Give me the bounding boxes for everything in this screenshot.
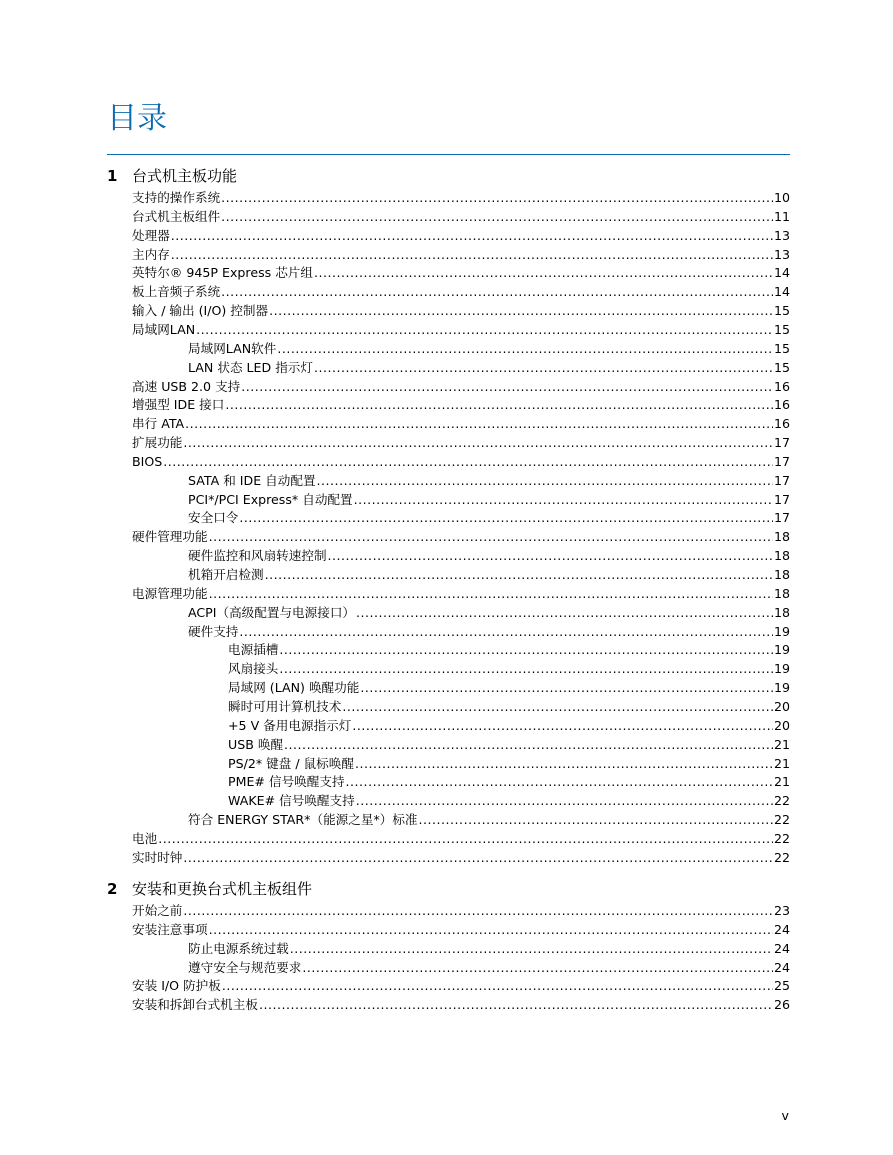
toc-entry-label: PS/2* 键盘 / 鼠标唤醒 <box>228 755 354 771</box>
toc-entry[interactable] <box>132 921 790 940</box>
dot-leader <box>209 921 773 940</box>
toc-entry[interactable] <box>188 959 790 978</box>
toc-entry-label: 处理器 <box>132 227 170 243</box>
toc-entry-page: 24 <box>773 921 790 937</box>
toc-entry-page: 20 <box>773 698 790 714</box>
dot-leader <box>196 321 773 340</box>
toc-entry-page: 18 <box>773 548 790 564</box>
toc-entry-label: 风扇接头 <box>228 661 279 677</box>
toc-entry[interactable] <box>132 415 790 434</box>
toc-entry-label: 电源管理功能 <box>132 585 208 601</box>
toc-entry-page: 13 <box>773 227 790 243</box>
toc-entry-page: 21 <box>773 755 790 771</box>
toc-entry[interactable] <box>228 755 790 774</box>
toc-entry[interactable] <box>228 792 790 811</box>
dot-leader <box>279 660 773 679</box>
toc-entry[interactable] <box>132 977 790 996</box>
toc-entry-page: 17 <box>773 472 790 488</box>
dot-leader <box>222 977 773 996</box>
toc-entry[interactable] <box>132 321 790 340</box>
dot-leader <box>419 811 773 830</box>
toc-entry-page: 15 <box>773 303 790 319</box>
toc-entry-label: 支持的操作系统 <box>132 190 221 205</box>
toc-entry-label: 局域网LAN <box>132 321 196 337</box>
toc-entry-label: 局域网 (LAN) 唤醒功能 <box>228 680 360 696</box>
dot-leader <box>171 227 773 246</box>
toc-entry[interactable] <box>132 528 790 547</box>
dot-leader <box>284 736 773 755</box>
toc-entry[interactable] <box>188 340 790 359</box>
toc-entry[interactable] <box>188 811 790 830</box>
toc-entry-page: 24 <box>773 959 790 975</box>
toc-entry-page: 14 <box>773 284 790 300</box>
toc-entry-label: 扩展功能 <box>132 435 183 451</box>
toc-entry-label: 电池 <box>132 830 158 846</box>
toc-entry[interactable] <box>132 830 790 849</box>
dot-leader <box>269 302 773 321</box>
toc-entry[interactable] <box>228 717 790 736</box>
dot-leader <box>290 940 773 959</box>
toc-entry-label: PCI*/PCI Express* 自动配置 <box>188 491 353 507</box>
toc-entry-label: SATA 和 IDE 自动配置 <box>188 472 316 488</box>
dot-leader <box>314 359 773 378</box>
dot-leader <box>346 773 773 792</box>
toc-entry-page: 10 <box>773 190 790 205</box>
toc-entry-label: 局域网LAN软件 <box>188 340 277 356</box>
dot-leader <box>317 472 773 491</box>
toc-entry[interactable] <box>188 359 790 378</box>
toc-entry[interactable] <box>188 472 790 491</box>
toc-entry-page: 15 <box>773 321 790 337</box>
toc-entry-label: PME# 信号唤醒支持 <box>228 774 345 790</box>
toc-entry-label: 防止电源系统过载 <box>188 940 289 956</box>
toc-entry-page: 24 <box>773 940 790 956</box>
chapter-heading[interactable] <box>107 165 790 187</box>
dot-leader <box>352 717 773 736</box>
dot-leader <box>209 528 773 547</box>
dot-leader <box>183 849 773 868</box>
toc-entry-label: ACPI（高级配置与电源接口） <box>188 604 356 620</box>
toc-entry-label: 开始之前 <box>132 903 183 918</box>
dot-leader <box>163 453 773 472</box>
toc-entry-page: 21 <box>773 774 790 790</box>
toc-entry-label: 实时时钟 <box>132 849 183 865</box>
dot-leader <box>302 959 773 978</box>
toc-entry[interactable] <box>188 491 790 510</box>
toc-entry[interactable] <box>228 736 790 755</box>
chapter-heading[interactable] <box>107 878 790 900</box>
toc-entry-page: 19 <box>773 661 790 677</box>
page-title: 目录 <box>107 101 167 136</box>
dot-leader <box>209 585 773 604</box>
dot-leader <box>241 378 773 397</box>
toc-entry-label: 硬件支持 <box>188 623 239 639</box>
toc-entry-label: 安全口令 <box>188 510 239 526</box>
toc-entry-label: 电源插槽 <box>228 642 279 658</box>
chapter-title: 安装和更换台式机主板组件 <box>132 880 313 898</box>
toc-entry-page: 20 <box>773 717 790 733</box>
toc-entry[interactable] <box>132 585 790 604</box>
toc-entry-label: 安装和拆卸台式机主板 <box>132 997 258 1013</box>
dot-leader <box>221 189 773 208</box>
toc-entry-label: 硬件管理功能 <box>132 529 208 545</box>
toc-entry-page: 22 <box>773 830 790 846</box>
toc-entry[interactable] <box>188 604 790 623</box>
toc-entry-page: 16 <box>773 397 790 413</box>
toc-entry-label: 输入 / 输出 (I/O) 控制器 <box>132 303 269 319</box>
toc-entry-page: 17 <box>773 491 790 507</box>
toc-entry-label: 台式机主板组件 <box>132 208 221 224</box>
dot-leader <box>355 755 773 774</box>
toc-entry-page: 19 <box>773 623 790 639</box>
dot-leader <box>221 283 773 302</box>
toc-entry-label: 硬件监控和风扇转速控制 <box>188 548 327 564</box>
toc-entry-page: 11 <box>773 208 790 224</box>
dot-leader <box>314 264 773 283</box>
toc-entry[interactable] <box>132 434 790 453</box>
toc-entry-page: 19 <box>773 642 790 658</box>
dot-leader <box>225 396 773 415</box>
toc-entry[interactable] <box>228 641 790 660</box>
toc-entry-page: 17 <box>773 510 790 526</box>
toc-entry[interactable] <box>132 227 790 246</box>
dot-leader <box>356 792 773 811</box>
dot-leader <box>239 509 773 528</box>
toc-entry-page: 26 <box>773 997 790 1013</box>
dot-leader <box>342 698 773 717</box>
dot-leader <box>158 830 773 849</box>
toc-entry-page: 15 <box>773 359 790 375</box>
toc-entry-label: 遵守安全与规范要求 <box>188 959 302 975</box>
toc-entry[interactable] <box>132 283 790 302</box>
toc-entry-page: 17 <box>773 453 790 469</box>
dot-leader <box>356 604 773 623</box>
dot-leader <box>185 415 773 434</box>
toc-entry-page: 18 <box>773 604 790 620</box>
dot-leader <box>239 623 773 642</box>
toc-entry-label: BIOS <box>132 453 163 469</box>
toc-entry[interactable] <box>132 378 790 397</box>
toc-entry[interactable] <box>228 660 790 679</box>
toc-entry-page: 25 <box>773 978 790 994</box>
toc-entry[interactable] <box>132 302 790 321</box>
toc-entry-label: +5 V 备用电源指示灯 <box>228 717 352 733</box>
toc-entry-label: 机箱开启检测 <box>188 567 264 582</box>
toc-entry-label: 板上音频子系统 <box>132 284 221 300</box>
toc-entry-label: 符合 ENERGY STAR*（能源之星*）标准 <box>188 812 418 828</box>
toc-entry[interactable] <box>132 264 790 283</box>
page-number: v <box>781 1108 789 1123</box>
dot-leader <box>328 547 773 566</box>
dot-leader <box>183 434 773 453</box>
toc-entry[interactable] <box>188 623 790 642</box>
toc-entry-label: WAKE# 信号唤醒支持 <box>228 793 355 809</box>
dot-leader <box>279 641 773 660</box>
toc-entry-label: 增强型 IDE 接口 <box>132 397 225 413</box>
toc-entry[interactable] <box>132 849 790 868</box>
dot-leader <box>360 679 773 698</box>
toc-entry[interactable] <box>132 208 790 227</box>
toc-entry[interactable] <box>228 679 790 698</box>
chapter-number: 2 <box>107 880 118 898</box>
dot-leader <box>259 996 773 1015</box>
toc-entry[interactable] <box>132 246 790 265</box>
toc-entry-page: 22 <box>773 812 790 828</box>
toc-entry-page: 22 <box>773 793 790 809</box>
toc-entry-page: 19 <box>773 680 790 696</box>
toc-entry-label: 安装 I/O 防护板 <box>132 978 221 994</box>
toc-entry[interactable] <box>132 453 790 472</box>
toc-entry[interactable] <box>132 189 790 208</box>
toc-entry[interactable] <box>132 996 790 1015</box>
toc-entry-page: 18 <box>773 529 790 545</box>
toc-entry-page: 16 <box>773 378 790 394</box>
toc-entry-label: 英特尔® 945P Express 芯片组 <box>132 265 313 281</box>
chapter-title: 台式机主板功能 <box>132 167 238 185</box>
toc-entry-page: 14 <box>773 265 790 281</box>
dot-leader <box>265 566 773 585</box>
toc-entry-page: 23 <box>773 903 790 918</box>
dot-leader <box>277 340 773 359</box>
toc-entry-page: 22 <box>773 849 790 865</box>
dot-leader <box>221 208 773 227</box>
toc-entry-label: 高速 USB 2.0 支持 <box>132 378 241 394</box>
toc-entry-label: 安装注意事项 <box>132 921 208 937</box>
toc-entry[interactable] <box>188 940 790 959</box>
toc-entry-page: 21 <box>773 736 790 752</box>
toc-entry[interactable] <box>188 509 790 528</box>
toc-entry[interactable] <box>188 547 790 566</box>
toc-entry-page: 15 <box>773 340 790 356</box>
dot-leader <box>171 246 773 265</box>
toc-entry-page: 17 <box>773 435 790 451</box>
toc-entry-label: 串行 ATA <box>132 416 185 432</box>
toc-entry[interactable] <box>188 566 790 585</box>
toc-entry-label: USB 唤醒 <box>228 736 284 752</box>
toc-entry[interactable] <box>228 698 790 717</box>
toc-entry-label: LAN 状态 LED 指示灯 <box>188 359 313 375</box>
toc-entry-page: 16 <box>773 416 790 432</box>
toc-entry-label: 主内存 <box>132 246 170 262</box>
toc-entry-page: 13 <box>773 246 790 262</box>
dot-leader <box>354 491 773 510</box>
toc-entry-page: 18 <box>773 567 790 582</box>
toc-entry[interactable] <box>132 902 790 921</box>
dot-leader <box>183 902 773 921</box>
toc-entry-page: 18 <box>773 585 790 601</box>
toc-entry-label: 瞬时可用计算机技术 <box>228 698 342 714</box>
toc-entry[interactable] <box>228 773 790 792</box>
toc-entry[interactable] <box>132 396 790 415</box>
chapter-number: 1 <box>107 167 118 185</box>
